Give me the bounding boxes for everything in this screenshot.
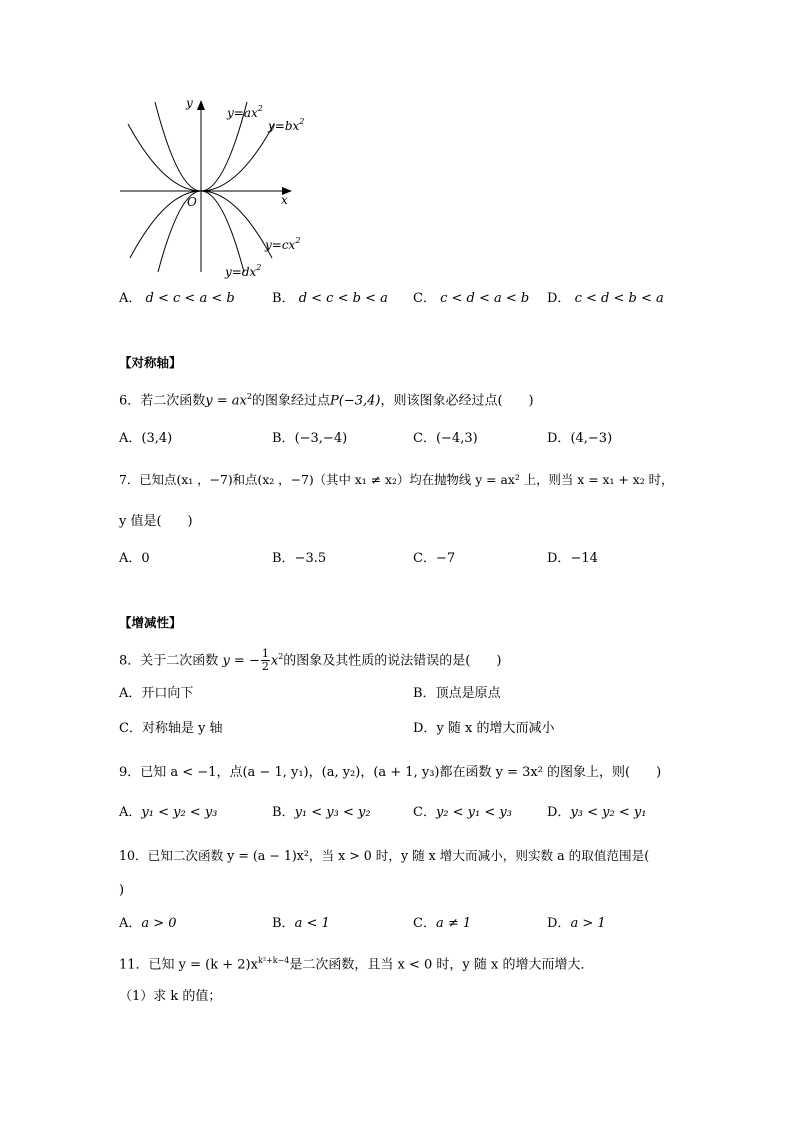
question-7-line-1: 7．已知点(x₁ ，−7)和点(x₂ ，−7)（其中 x₁ ≠ x₂）均在抛物线 y = ax² 上，则当 x = x₁ + x₂ 时， bbox=[119, 472, 674, 487]
q6-option-d[interactable]: D．(4,−3) bbox=[547, 431, 613, 446]
question-number: 6． bbox=[119, 393, 141, 409]
x-axis-label: x bbox=[281, 193, 288, 207]
q6-formula: y = ax bbox=[205, 393, 247, 409]
q6-option-c[interactable]: C．(−4,3) bbox=[413, 431, 478, 446]
question-10-line-1: 10．已知二次函数 y = (a − 1)x²，当 x > 0 时，y 随 x 增大而减小，则实数 a 的取值范围是( bbox=[119, 848, 650, 863]
q10-option-a[interactable]: A．a > 0 bbox=[119, 916, 177, 931]
curve-b-label: $y=bx^2$ bbox=[268, 117, 305, 133]
q10-option-b[interactable]: B．a < 1 bbox=[272, 916, 330, 931]
option-letter: B． bbox=[272, 291, 295, 306]
option-letter: D． bbox=[547, 291, 571, 306]
q9-option-a[interactable]: A．y₁ < y₂ < y₃ bbox=[119, 805, 218, 820]
q6-option-a[interactable]: A．(3,4) bbox=[119, 431, 173, 446]
q8-option-c[interactable]: C．对称轴是 y 轴 bbox=[119, 721, 223, 736]
q7-option-a[interactable]: A．0 bbox=[119, 551, 150, 566]
q5-option-c[interactable] bbox=[413, 291, 529, 307]
curve-c-label: $y=cx^2$ bbox=[265, 236, 301, 252]
question-11: 11．已知 $y = (k + 2)x^{k^2+k-4}$是二次函数，且当 x < 0 时，y 随 x 的增大而增大． bbox=[119, 956, 594, 973]
option-letter: A． bbox=[119, 291, 142, 306]
option-text: d < c < a < b bbox=[145, 291, 235, 306]
q10-option-c[interactable]: C．a ≠ 1 bbox=[413, 916, 472, 931]
q9-option-b[interactable]: B．y₁ < y₃ < y₂ bbox=[272, 805, 371, 820]
y-axis-label: y bbox=[186, 96, 193, 110]
q5-option-b[interactable] bbox=[272, 291, 388, 307]
question-7-line-2: y 值是( ) bbox=[119, 514, 193, 529]
parabola-graph bbox=[110, 90, 340, 285]
option-text: c < d < a < b bbox=[440, 291, 530, 306]
q9-option-d[interactable]: D．y₃ < y₂ < y₁ bbox=[547, 805, 647, 820]
q6-text-mid: 的图象经过点 bbox=[251, 393, 330, 409]
origin-label: O bbox=[187, 195, 197, 209]
q7-option-c[interactable]: C．−7 bbox=[413, 551, 456, 566]
q11-exponent: k²+k−4 bbox=[257, 956, 290, 965]
q9-option-c[interactable]: C．y₂ < y₁ < y₃ bbox=[413, 805, 512, 820]
q10-option-d[interactable]: D．a > 1 bbox=[547, 916, 606, 931]
curve-a-label: $y=ax^2$ bbox=[227, 104, 263, 120]
question-8: 8．关于二次函数 y = − $\frac{1}{2}$ $x^2$的图象及其性质的说法错误的是( ) bbox=[119, 647, 502, 674]
q6-text-post: ，则该图象必经过点( ) bbox=[380, 393, 534, 409]
q7-option-b[interactable]: B．−3.5 bbox=[272, 551, 327, 566]
q6-point: P(−3,4) bbox=[330, 393, 381, 409]
q5-option-d[interactable] bbox=[547, 291, 664, 307]
question-10-line-2: ) bbox=[119, 883, 125, 898]
q5-option-a[interactable] bbox=[119, 291, 235, 307]
section-heading-monotonic: 【增减性】 bbox=[119, 615, 182, 630]
q6-text-pre: 若二次函数 bbox=[140, 393, 206, 409]
q7-option-d[interactable]: D．−14 bbox=[547, 551, 598, 566]
y-axis-arrow bbox=[197, 100, 205, 110]
q8-fraction: $\frac{1}{2}$ bbox=[261, 647, 269, 674]
q6-option-b[interactable]: B．(−3,−4) bbox=[272, 431, 348, 446]
question-6: 6．若二次函数$y = ax^2$的图象经过点P(−3,4)，则该图象必经过点( ) bbox=[119, 392, 534, 409]
question-11-part-1: （1）求 k 的值； bbox=[119, 989, 222, 1004]
curve-d-label: $y=dx^2$ bbox=[225, 263, 262, 279]
q8-option-a[interactable]: A．开口向下 bbox=[119, 686, 194, 701]
q8-formula: y = − bbox=[222, 653, 260, 669]
option-letter: C． bbox=[413, 291, 436, 306]
q8-option-b[interactable]: B．顶点是原点 bbox=[413, 686, 501, 701]
q8-option-d[interactable]: D．y 随 x 的增大而减小 bbox=[413, 721, 555, 736]
option-text: d < c < b < a bbox=[298, 291, 388, 306]
option-text: c < d < b < a bbox=[574, 291, 664, 306]
question-9: 9．已知 a < −1，点(a − 1, y₁)，(a, y₂)，(a + 1, y₃)都在函数 y = 3x² 的图象上，则( ) bbox=[119, 765, 662, 780]
section-heading-symmetry: 【对称轴】 bbox=[119, 355, 182, 370]
